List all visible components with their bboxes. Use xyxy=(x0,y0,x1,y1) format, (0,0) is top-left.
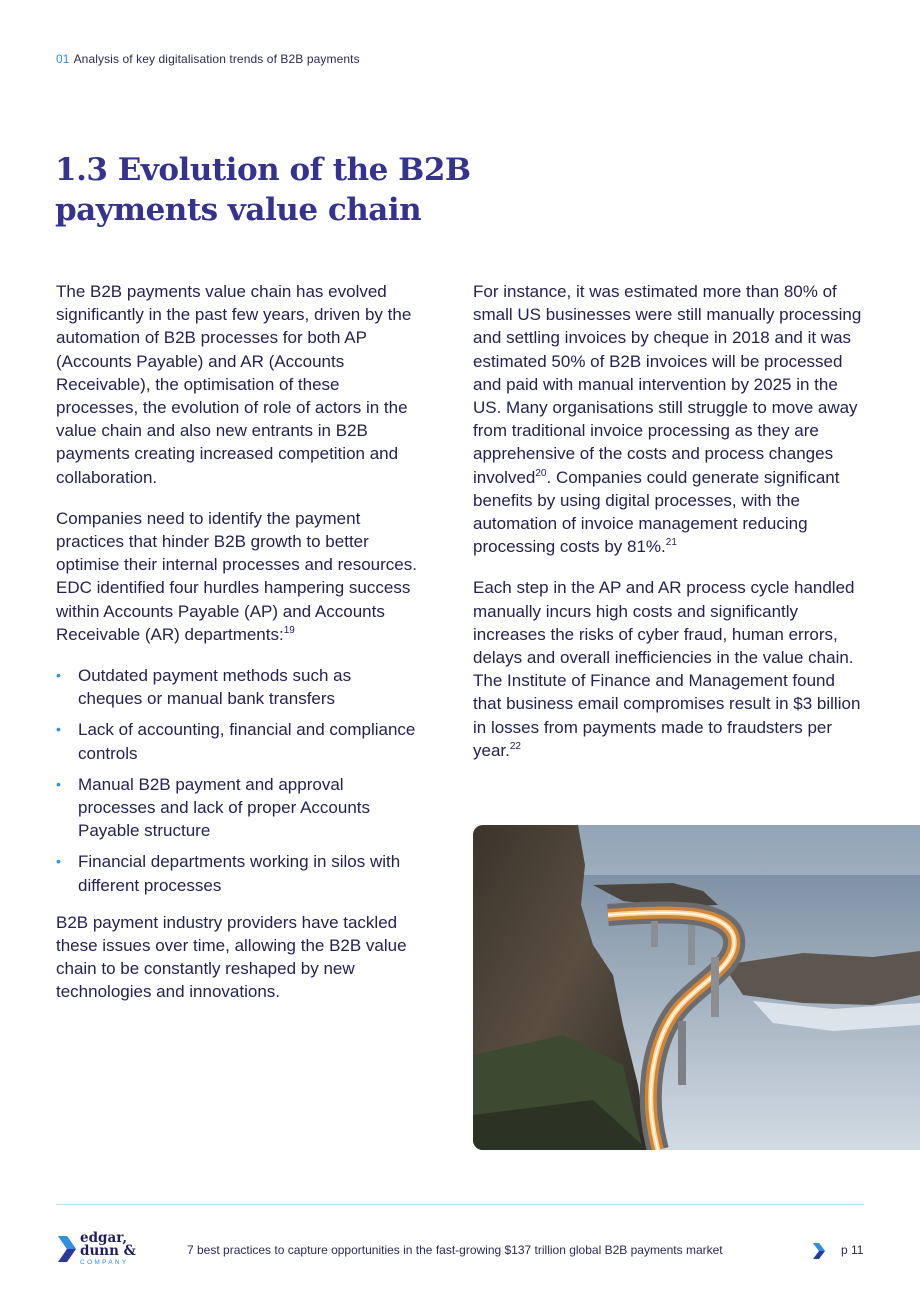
chevron-right-icon xyxy=(812,1242,826,1260)
coastal-bridge-photo xyxy=(473,825,920,1150)
bullet-icon: • xyxy=(56,775,61,792)
breadcrumb xyxy=(56,52,360,66)
bullet-icon: • xyxy=(56,853,61,870)
logo-subtitle: COMPANY xyxy=(80,1259,129,1266)
bullet-icon: • xyxy=(56,667,61,684)
footnote-ref: 19 xyxy=(283,624,295,636)
section-number: 01 xyxy=(56,52,70,66)
footer-divider xyxy=(56,1204,864,1205)
left-column xyxy=(56,280,418,1022)
section-title: Analysis of key digitalisation trends of B2B payments xyxy=(73,52,360,66)
bullet-icon: • xyxy=(56,721,61,738)
list-item: • Outdated payment methods such as cheques or manual bank transfers xyxy=(56,666,352,709)
footnote-ref: 22 xyxy=(509,740,521,752)
right-column xyxy=(473,280,865,780)
risks-paragraph: Each step in the AP and AR process cycle handled manually incurs high costs and significantly increases the risks of cyber fraud, human errors, delays and overall inefficiencies in the value chain. The Institute of Finance and Management found that business email compromises result in $3 billion in losses from payments made to fraudsters per year.$^{22}$ xyxy=(473,578,861,760)
intro-paragraph: The B2B payments value chain has evolved significantly in the past few years, driven by the automation of B2B processes for both AP (Accounts Payable) and AR (Accounts Receivable), the optimisation of these processes, the evolution of role of actors in the value chain and also new entrants in B2B payments creating increased competition and collaboration. xyxy=(56,282,412,487)
hurdles-list xyxy=(56,664,418,897)
footer-document-title: 7 best practices to capture opportunities in the fast-growing $137 trillion global B2B payments market xyxy=(187,1243,723,1257)
page-number: p 11 xyxy=(841,1243,864,1257)
logo-wordmark: edgar, dunn & xyxy=(80,1230,136,1259)
list-item: • Manual B2B payment and approval processes and lack of proper Accounts Payable structure xyxy=(56,774,370,841)
statistics-paragraph: For instance, it was estimated more than 80% of small US businesses were still manually processing and settling invoices by cheque in 2018 and it was estimated 50% of B2B invoices will be processed and paid with manual intervention by 2025 in the US. Many organisations still struggle to move away from traditional invoice processing as they are apprehensive of the costs and process changes involved$^{20}$. Companies could generate significant benefits by using digital processes, with the automation of invoice management reducing processing costs by 81%.$^{21}$ xyxy=(473,282,862,557)
logo-chevron-icon xyxy=(56,1234,78,1264)
hurdles-intro-paragraph: Companies need to identify the payment practices that hinder B2B growth to better optimise their internal processes and resources. EDC identified four hurdles hampering success within Accounts Payable (AP) and Accounts Receivable (AR) departments:$^{19}$ xyxy=(56,508,417,644)
page-title: 1.3 Evolution of the B2B payments value chain xyxy=(55,152,471,228)
company-logo xyxy=(56,1232,156,1272)
list-item: • Lack of accounting, financial and compliance controls xyxy=(56,720,416,763)
conclusion-paragraph: B2B payment industry providers have tackled these issues over time, allowing the B2B value chain to be constantly reshaped by new technologies and innovations. xyxy=(56,912,407,1002)
footnote-ref: 20 xyxy=(535,467,547,479)
list-item: • Financial departments working in silos with different processes xyxy=(56,852,401,895)
footnote-ref: 21 xyxy=(665,537,677,549)
